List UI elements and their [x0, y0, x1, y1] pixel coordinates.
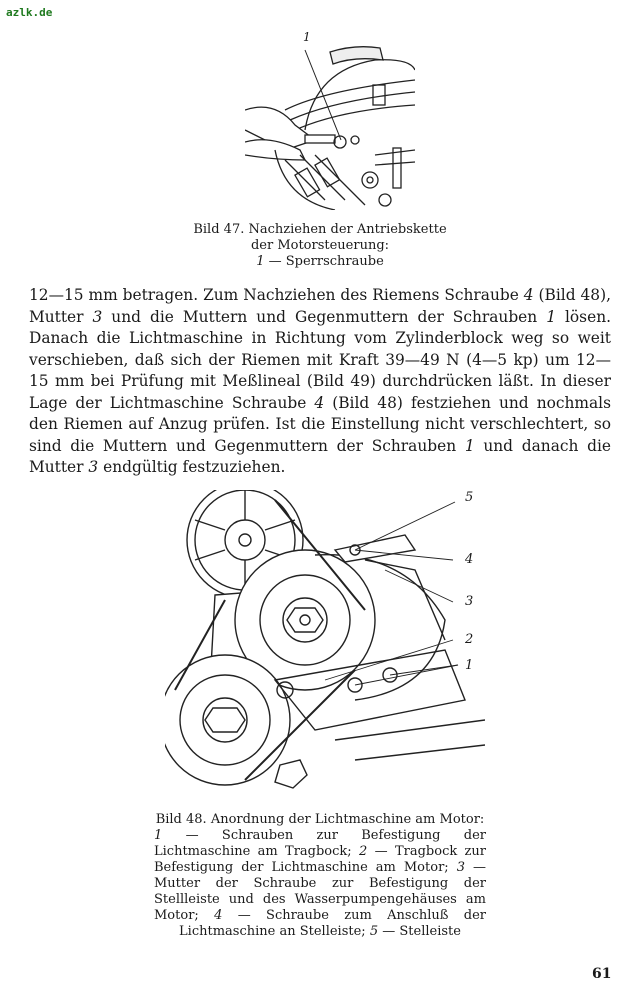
figure-47-caption: [170, 222, 470, 270]
legend-text: — Mutter der Schraube zur Befestigung der Stellleiste und des Wasserpumpengehäuses am Motor;: [154, 860, 486, 923]
figure-48-illustration: [165, 490, 485, 795]
ref-number: 1: [464, 436, 475, 455]
legend-text: — Stelleiste: [378, 924, 461, 939]
legend-text: — Sperrschraube: [264, 254, 384, 269]
ref-number: 1: [546, 307, 556, 326]
legend-number: 1: [154, 828, 163, 843]
watermark: azlk.de: [6, 6, 53, 19]
figure-48-callout-1: 1: [465, 658, 474, 673]
figure-47-callout-1: 1: [303, 30, 311, 44]
text-run: (Bild 48), Mutter: [29, 286, 611, 326]
figure-47-illustration: [245, 30, 415, 210]
text-run: lösen. Danach die Lichtmaschine in Richtung vom Zylinderblock weg so weit verschieben, daß sich der Riemen mit Kraft 39—49 N (4—5 kp) um 12—15 mm bei Prüfung mit Meßlineal (Bild 49) durchdrücken läßt. In dieser Lage der Lichtmaschine Schraube: [29, 307, 611, 412]
legend-text: — Schrauben zur Befestigung der Lichtmaschine am Tragbock;: [154, 828, 486, 859]
ref-number: 4: [314, 393, 325, 412]
legend-number: 5: [369, 924, 379, 939]
figure-48-caption-title: Bild 48. Anordnung der Lichtmaschine am Motor:: [155, 812, 485, 827]
figure-47-caption-line2: der Motorsteuerung:: [250, 238, 390, 253]
figure-48-callout-2: 2: [465, 632, 474, 647]
ref-number: 3: [88, 458, 99, 476]
ref-number: 3: [92, 307, 103, 326]
legend-text: — Schraube zum Anschluß der Lichtmaschine an Stelleiste;: [179, 908, 486, 939]
text-run: und die Muttern und Gegenmuttern der Schrauben: [102, 307, 547, 326]
figure-48-callout-4: 4: [465, 552, 474, 567]
figure-47-caption-line1: Bild 47. Nachziehen der Antriebskette: [193, 222, 447, 237]
legend-number: 1: [256, 254, 265, 269]
legend-text: — Tragbock zur Befestigung der Lichtmaschine am Motor;: [154, 844, 486, 875]
text-run: und danach die Mutter: [29, 436, 612, 476]
text-run: (Bild 48) festziehen und nochmals den Riemen auf Anzug prüfen. Ist die Einstellung nicht verschlechtert, so sind die Muttern und Gegenmuttern der Schrauben: [29, 393, 612, 455]
figure-48-callout-3: 3: [465, 594, 474, 609]
figure-48-callout-5: 5: [465, 490, 474, 505]
ref-number: 4: [523, 286, 534, 304]
legend-number: 4: [214, 908, 223, 923]
text-run: 12—15 mm betragen. Zum Nachziehen des Riemens Schraube: [29, 286, 524, 304]
legend-number: 3: [456, 860, 465, 875]
legend-number: 2: [359, 844, 368, 859]
figure-47-legend: [170, 254, 470, 270]
page-number: 61: [592, 966, 612, 982]
figure-48-legend: [154, 828, 486, 940]
body-paragraph: [29, 285, 611, 479]
text-run: endgültig festzuziehen.: [98, 458, 286, 476]
figure-48-caption: [154, 812, 486, 940]
